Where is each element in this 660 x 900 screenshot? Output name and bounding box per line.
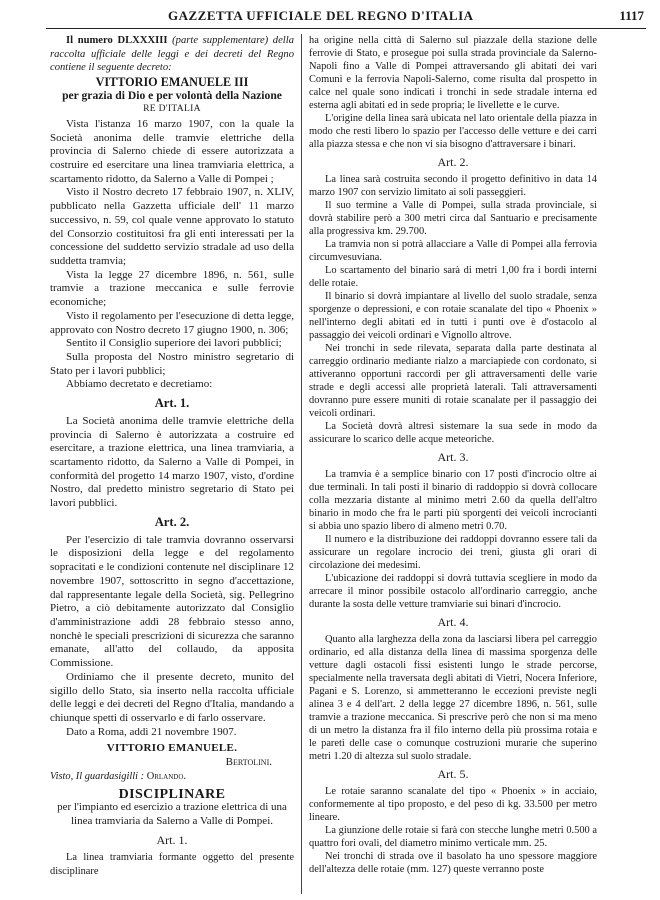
right-paragraph-14: Le rotaie saranno scanalate del tipo « Phoenix » in acciaio, conformemente al tipo proposto, e del peso di kg. 33.500 per metro lineare.	[309, 786, 597, 823]
right-paragraph-13: Quanto alla larghezza della zona da lasciarsi libera pel carreggio ordinario, ed alla distanza della linea di massima sporgenza delle vetture dagli ostacoli fissi esistenti lungo le strade percorse, specialmente nella traversata degli abitati di Vietri, Nocera Inferiore, Pagani e S. Lorenzo, si ammetteranno le eccezioni previste negli alinea 3 e 4 dell'art. 2 della legge 27 dicembre 1896, n. 561, sulle tramvie a trazione meccanica. Si prescrive però che non si ma meno di un metro la distanza fra il filo interno della più prossima rotaia e le pareti delle case o comunque costruzioni murarie che superino metri 1.20 di altezza sul suolo stradale.	[309, 634, 597, 762]
paragraph-proposta: Sulla proposta del Nostro ministro segretario di Stato per i lavori pubblici;	[50, 351, 294, 377]
decree-art2-text: Per l'esercizio di tale tramvia dovranno osservarsi le disposizioni della legge e del regolamento sopracitati e le condizioni contenute nel disciplinare 12 novembre 1907, sottoscritto in segno d'accettazione, dal rappresentante legale della Società, sig. Pellegrino Pietro, a ciò debitamente autorizzato dal Consiglio d'amministrazione addì 28 febbraio stesso anno, nonchè le speciali prescrizioni di sicurezza che saranno emanate, all'atto del collaudo, da apposita Commissione.	[50, 533, 294, 670]
decree-date: Dato a Roma, addì 21 novembre 1907.	[66, 725, 237, 738]
seen-name: Orlando.	[146, 770, 186, 782]
paragraph-consiglio: Sentito il Consiglio superiore dei lavori pubblici;	[66, 337, 282, 350]
right-paragraph-2: L'origine della linea sarà ubicata nel lato orientale della piazza in modo che resti libero lo spazio per l'accesso delle vetture e dei carri alla piazza stessa e che non vi sia bisogno d'attraversare i binari.	[309, 113, 597, 150]
paragraph-istanza: Vista l'istanza 16 marzo 1907, con la quale la Società anonima delle tramvie elettriche della provincia di Salerno chiede di essere autorizzata a costruire ed esercitare una linea tramviaria elettrica, a scartamento ridotto, da Salerno a Valle di Pompei ;	[50, 117, 294, 185]
seen-label: Visto, Il guardasigilli :	[50, 770, 145, 782]
right-art5-heading: Art. 5.	[437, 767, 469, 781]
minister-signature: Bertolini.	[225, 756, 272, 769]
right-column	[309, 34, 597, 876]
gazette-title: GAZZETTA UFFICIALE DEL REGNO D'ITALIA	[168, 8, 474, 23]
paragraph-decreto: Visto il Nostro decreto 17 febbraio 1907, n. XLIV, pubblicato nella Gazzetta ufficiale dell' 11 marzo successivo, n. 59, col quale venne approvato lo statuto del Consorzio costituitosi fra gli enti interessati per la concessione del suddetto servizio stradale ad uso della suddetta tramvia;	[50, 186, 294, 267]
disciplinare-title: DISCIPLINARE	[118, 786, 226, 802]
paragraph-decretato: Abbiamo decretato e decretiamo:	[66, 378, 213, 391]
page-number: 1117	[619, 8, 644, 23]
king-signature: VITTORIO EMANUELE.	[106, 742, 238, 755]
right-paragraph-7: Il binario si dovrà impiantare al livello del suolo stradale, senza sporgenze o depressioni, e con rotaie scanalate del tipo « Phoenix » nell'interno degli abitati ed in tutti i punti ove è d'ostacolo al passaggio dei veicoli ordinari e Vignollo altrove.	[309, 291, 597, 341]
right-paragraph-9: La Società dovrà altresì sistemare la sua sede in modo da assicurare lo scarico delle acque meteoriche.	[309, 421, 597, 445]
re-title: RE D'ITALIA	[143, 102, 201, 114]
decree-art2-heading: Art. 2.	[154, 514, 190, 529]
disciplinare-art1-text: La linea tramviaria formante oggetto del presente disciplinare	[50, 852, 294, 877]
paragraph-legge: Vista la legge 27 dicembre 1896, n. 561, sulle tramvie a trazione meccanica e sulle ferrovie economiche;	[50, 268, 294, 309]
right-art3-heading: Art. 3.	[437, 450, 469, 464]
right-art2-heading: Art. 2.	[437, 155, 469, 169]
paragraph-regolamento: Visto il regolamento per l'esecuzione di detta legge, approvato con Nostro decreto 17 giugno 1900, n. 306;	[50, 309, 294, 336]
grace-formula: per grazia di Dio e per volontà della Nazione	[62, 88, 282, 102]
decree-art1-heading: Art. 1.	[154, 396, 190, 411]
king-title: VITTORIO EMANUELE III	[95, 74, 249, 89]
order-paragraph: Ordiniamo che il presente decreto, munito del sigillo dello Stato, sia inserto nella raccolta ufficiale delle leggi e dei decreti del Regno d'Italia, mandando a chiunque spetti di osservarlo e di farlo osservare.	[50, 670, 294, 724]
right-art4-heading: Art. 4.	[437, 615, 469, 629]
decree-art1-text: La Società anonima delle tramvie elettriche della provincia di Salerno è autorizzata a costruire ed esercitare, a trazione elettrica, una linea tramviaria, a scartamento ridotto, da Salerno a Valle di Pompei, in conformità del progetto 14 marzo 1907, visto, d'ordine Nostro, dal predetto ministro segretario di Stato pei lavori pubblici.	[50, 414, 294, 510]
intro-number: Il numero DLXXXIII	[66, 35, 168, 46]
left-column	[50, 34, 294, 878]
seen-line	[50, 770, 294, 784]
column-divider	[301, 34, 302, 894]
right-paragraph-15: La giunzione delle rotaie si farà con stecche lunghe metri 0.500 a quattro fori ovali, del diametro minimo verticale mm. 25.	[309, 825, 597, 849]
right-paragraph-3: La linea sarà costruita secondo il progetto definitivo in data 14 marzo 1907 con servizio limitato ai soli passeggieri.	[309, 174, 597, 198]
right-paragraph-1: ha origine nella città di Salerno sul piazzale della stazione delle ferrovie di Stato, e prosegue poi sulla strada provinciale da Salerno-Napoli fino a Valle di Pompei attraversando gli abitati dei vari Comuni e la ferrovia Napoli-Salerno, come risulta dal prospetto in calce nel quale sono indicati i tronchi in sede stradale interna ed esterna agli abitati ed in sede propria; le livellette e le curve.	[309, 35, 597, 111]
header-rule	[46, 28, 646, 29]
disciplinare-subtitle: per l'impianto ed esercizio a trazione elettrica di una linea tramviaria da Salerno a Valle di Pompei.	[57, 801, 287, 827]
intro-rest: (parte supplementare) della raccolta ufficiale delle leggi e dei decreti del Regno contiene il seguente decreto:	[50, 35, 294, 74]
intro-paragraph	[50, 34, 294, 75]
right-paragraph-4: Il suo termine a Valle di Pompei, sulla strada provinciale, si dovrà stabilire però a 300 metri circa dal Santuario e precisamente alla progressiva km. 29.700.	[309, 200, 597, 237]
disciplinare-art1-heading: Art. 1.	[156, 832, 188, 847]
right-paragraph-11: Il numero e la distribuzione dei raddoppi dovranno essere tali da assicurare un regolare incrocio dei treni, giusta gli orari di circolazione dei medesimi.	[309, 534, 597, 571]
right-paragraph-16: Nei tronchi di strada ove il basolato ha uno spessore maggiore dell'altezza delle rotaie (mm. 127) queste verranno poste	[309, 851, 597, 875]
right-paragraph-5: La tramvia non si potrà allacciare a Valle di Pompei alla ferrovia circumvesuviana.	[309, 239, 597, 263]
right-paragraph-8: Nei tronchi in sede rilevata, separata dalla parte destinata al carreggio ordinario mediante rialzo a marciapiede con cordonato, si attiveranno opportuni raccordi per gli attraversamenti delle varie strade e degli accessi alle proprietà laterali. Tali attraversamenti dovranno pure essere muniti di rotaie scanalate per il passaggio dei veicoli ordinari.	[309, 343, 597, 419]
page-header	[48, 6, 644, 26]
right-paragraph-6: Lo scartamento del binario sarà di metri 1,00 fra i bordi interni delle rotaie.	[309, 265, 597, 289]
right-paragraph-12: L'ubicazione dei raddoppi si dovrà tuttavia scegliere in modo da arrecare il minor possibile ostacolo all'ordinario carreggio, anche durante la sosta delle vetture tramviarie sui binari d'incrocio.	[309, 573, 597, 610]
right-paragraph-10: La tramvia è a semplice binario con 17 posti d'incrocio oltre ai due terminali. In tali posti il binario di raddoppio si dovrà collocare colla mezzaria distante al minimo metri 2.60 da quella dell'altro binario in modo che fra le parti più sporgenti dei veicoli incrocianti si abbia uno spazio libero di almeno metri 0.70.	[309, 469, 597, 532]
